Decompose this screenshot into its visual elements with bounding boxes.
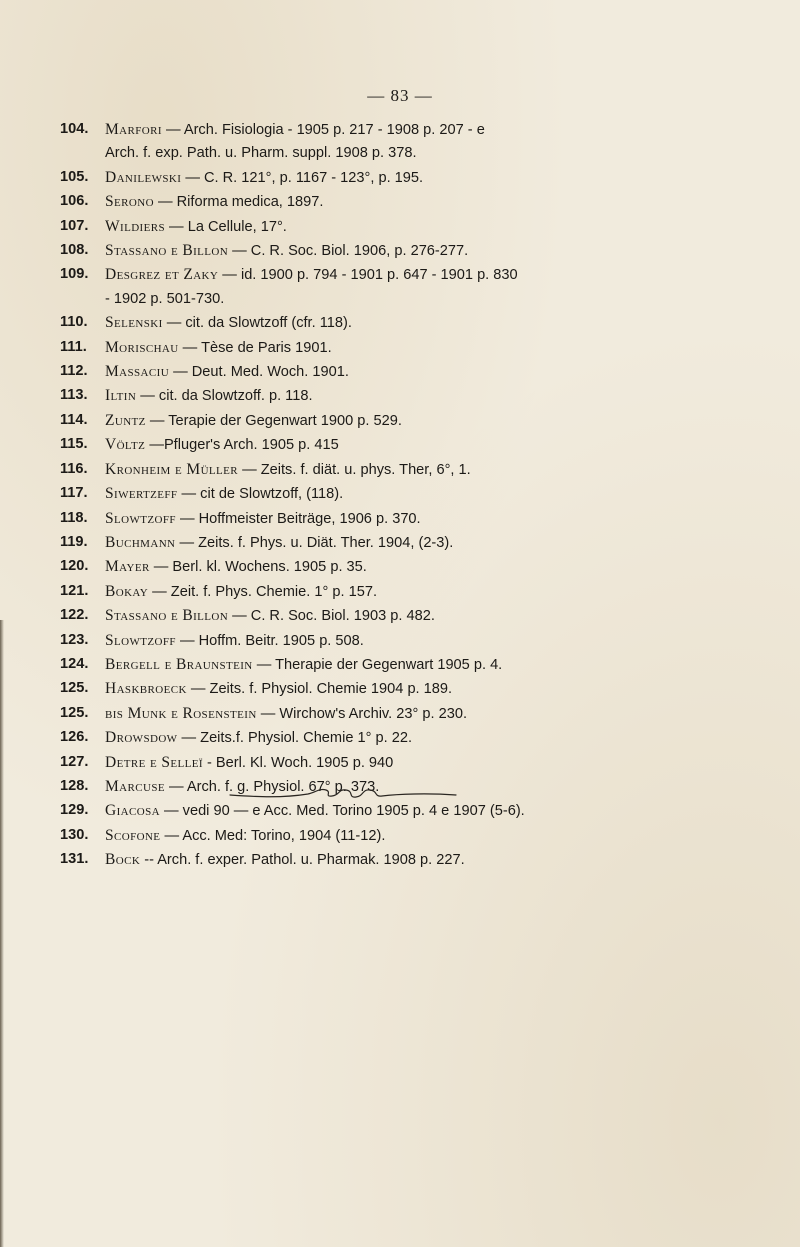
reference-entry — [60, 190, 790, 214]
reference-author: Haskbroeck — [105, 680, 187, 698]
reference-entry — [60, 239, 790, 263]
reference-entry — [60, 507, 790, 531]
reference-list — [60, 118, 790, 873]
reference-citation: — id. 1900 p. 794 - 1901 p. 647 - 1901 p. 830 — [218, 267, 518, 284]
page-edge-shadow — [0, 620, 4, 1247]
reference-author: Morischau — [105, 338, 179, 356]
reference-author: Giacosa — [105, 802, 160, 820]
reference-citation: — Wirchow's Archiv. 23° p. 230. — [256, 705, 468, 722]
reference-number: 129. — [60, 802, 89, 819]
reference-citation: — Hoffmeister Beiträge, 1906 p. 370. — [175, 510, 421, 527]
reference-number: 120. — [60, 558, 89, 575]
reference-number: 118. — [60, 509, 88, 526]
reference-number: 114. — [60, 411, 88, 428]
reference-citation: — Deut. Med. Woch. 1901. — [169, 364, 349, 381]
reference-number: 124. — [60, 655, 89, 672]
reference-citation: — Acc. Med: Torino, 1904 (11-12). — [160, 827, 386, 844]
reference-number: 109. — [60, 266, 89, 283]
reference-author: Bokay — [105, 582, 149, 600]
reference-citation: — cit. da Slowtzoff (cfr. 118). — [162, 315, 352, 332]
reference-number: 104. — [60, 121, 89, 137]
reference-citation: — Terapie der Gegenwart 1900 p. 529. — [145, 412, 402, 429]
reference-citation: — Zeits.f. Physiol. Chemie 1° p. 22. — [177, 730, 413, 747]
reference-number: 126. — [60, 729, 89, 746]
reference-author: Slowtzoff — [105, 631, 176, 649]
reference-citation: — Zeits. f. Physiol. Chemie 1904 p. 189. — [186, 681, 453, 698]
reference-citation: -- Arch. f. exper. Pathol. u. Pharmak. 1908 p. 227. — [140, 852, 465, 869]
reference-author: Stassano e Billon — [105, 242, 229, 260]
reference-continuation: - 1902 p. 501-730. — [105, 290, 225, 307]
reference-citation: — Berl. kl. Wochens. 1905 p. 35. — [149, 559, 367, 576]
reference-citation: — C. R. Soc. Biol. 1906, p. 276-277. — [228, 243, 469, 260]
reference-number: 110. — [60, 314, 88, 331]
reference-entry — [60, 555, 790, 579]
reference-author: Iltin — [105, 387, 137, 405]
reference-number: 108. — [60, 242, 89, 259]
reference-citation: — C. R. 121°, p. 1167 - 123°, p. 195. — [181, 169, 424, 186]
reference-citation: — C. R. Soc. Biol. 1903 p. 482. — [228, 608, 435, 625]
reference-number: 116. — [60, 460, 88, 477]
reference-citation: — cit. da Slowtzoff. p. 118. — [136, 388, 313, 405]
reference-entry — [60, 848, 790, 872]
reference-entry — [60, 799, 790, 823]
reference-author: Mayer — [105, 558, 150, 576]
reference-author: Selenski — [105, 314, 163, 332]
reference-number: 119. — [60, 533, 88, 550]
reference-entry — [60, 311, 790, 335]
reference-author: Bergell e Braunstein — [105, 655, 253, 673]
reference-number: 115. — [60, 436, 88, 453]
reference-author: Stassano e Billon — [105, 607, 229, 625]
reference-entry — [60, 166, 790, 190]
reference-entry — [60, 702, 790, 726]
reference-citation: — Zeits. f. Phys. u. Diät. Ther. 1904, (2-3). — [175, 534, 454, 551]
reference-number: 107. — [60, 217, 89, 234]
reference-entry — [60, 677, 790, 701]
reference-entry — [60, 531, 790, 555]
reference-entry — [60, 384, 790, 408]
reference-citation: — La Cellule, 17°. — [165, 218, 287, 235]
reference-author: Buchmann — [105, 533, 176, 551]
reference-number: 117. — [60, 485, 88, 502]
reference-number: 128. — [60, 777, 89, 794]
reference-author: Kronheim e Müller — [105, 460, 239, 478]
reference-citation: — cit de Slowtzoff, (118). — [177, 486, 344, 503]
reference-author: Marcuse — [105, 777, 165, 795]
reference-author: Drowsdow — [105, 729, 178, 747]
reference-citation: — Zeit. f. Phys. Chemie. 1° p. 157. — [148, 583, 377, 600]
reference-entry — [60, 118, 790, 166]
reference-author: Massaciu — [105, 363, 170, 381]
reference-author: Völtz — [105, 436, 146, 454]
reference-citation: — Arch. Fisiologia - 1905 p. 217 - 1908 p. 207 - e — [161, 122, 485, 138]
reference-number: 122. — [60, 607, 89, 624]
reference-entry — [60, 751, 790, 775]
reference-number: 125. — [60, 704, 89, 721]
reference-author: Detre e Selleï — [105, 753, 203, 771]
reference-author: bis Munk e Rosenstein — [105, 704, 257, 722]
reference-entry — [60, 824, 790, 848]
reference-number: 131. — [60, 851, 89, 868]
reference-citation: — Tèse de Paris 1901. — [178, 339, 332, 356]
reference-entry — [60, 433, 790, 457]
reference-entry — [60, 629, 790, 653]
reference-number: 112. — [60, 363, 88, 380]
reference-number: 121. — [60, 582, 89, 599]
decorative-swash-ornament-icon — [228, 786, 458, 802]
reference-continuation: Arch. f. exp. Path. u. Pharm. suppl. 1908 p. 378. — [105, 145, 417, 162]
reference-author: Serono — [105, 193, 154, 211]
reference-number: 105. — [60, 168, 89, 185]
reference-number: 113. — [60, 387, 88, 404]
reference-citation: — Zeits. f. diät. u. phys. Ther, 6°, 1. — [238, 461, 471, 478]
reference-author: Siwertzeff — [105, 485, 178, 503]
reference-author: Wildiers — [105, 217, 165, 235]
reference-citation: —Pfluger's Arch. 1905 p. 415 — [145, 437, 339, 454]
reference-number: 127. — [60, 753, 89, 770]
page-number: — 83 — — [367, 86, 433, 105]
reference-citation: — vedi 90 — e Acc. Med. Torino 1905 p. 4 e 1907 (5-6). — [159, 803, 525, 820]
reference-number: 125. — [60, 680, 89, 697]
reference-entry — [60, 409, 790, 433]
reference-entry — [60, 580, 790, 604]
reference-number: 123. — [60, 631, 89, 648]
reference-citation: — Hoffm. Beitr. 1905 p. 508. — [175, 632, 364, 649]
reference-number: 111. — [60, 338, 87, 355]
reference-author: Zuntz — [105, 411, 146, 429]
reference-entry — [60, 215, 790, 239]
reference-entry — [60, 458, 790, 482]
reference-entry — [60, 336, 790, 360]
reference-entry — [60, 263, 790, 311]
reference-entry — [60, 726, 790, 750]
reference-author: Scofone — [105, 826, 161, 844]
reference-citation: - Berl. Kl. Woch. 1905 p. 940 — [202, 754, 394, 771]
reference-citation: — Arch. f. g. Physiol. 67° p. 373. — [164, 778, 380, 795]
reference-number: 106. — [60, 193, 89, 210]
reference-entry — [60, 482, 790, 506]
reference-author: Marfori — [105, 121, 162, 138]
reference-citation: — Riforma medica, 1897. — [153, 194, 324, 211]
reference-author: Danilewski — [105, 168, 182, 186]
reference-author: Desgrez et Zaky — [105, 266, 219, 284]
reference-author: Slowtzoff — [105, 509, 176, 527]
reference-entry — [60, 360, 790, 384]
reference-entry — [60, 604, 790, 628]
reference-number: 130. — [60, 826, 89, 843]
reference-entry — [60, 653, 790, 677]
reference-citation: — Therapie der Gegenwart 1905 p. 4. — [252, 656, 503, 673]
reference-author: Bock — [105, 851, 141, 869]
